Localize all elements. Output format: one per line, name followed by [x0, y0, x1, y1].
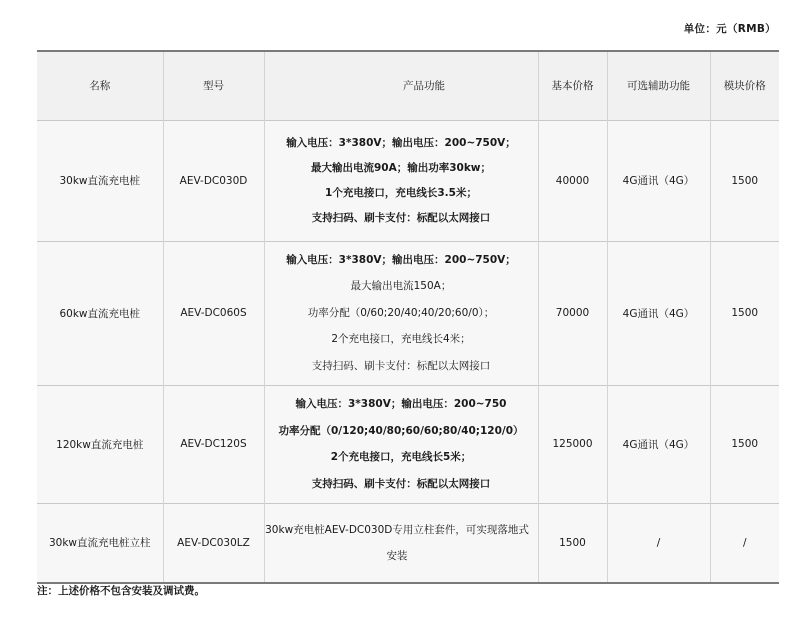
header-module-price: 模块价格: [723, 80, 766, 93]
table-row: [37, 385, 779, 503]
header-option: 可选辅助功能: [607, 51, 710, 120]
module-price: 1500: [731, 307, 759, 319]
feature-line: 输入电压：3*380V；输出电压：200~750V；: [286, 253, 516, 266]
feature-line: 1个充电接口，充电线长3.5米；: [325, 186, 477, 199]
header-base-price: 基本价格: [538, 51, 607, 120]
base-price: 40000: [538, 120, 607, 241]
feature-line: 输入电压：3*380V；输出电压：200~750V；: [286, 136, 516, 149]
product-name: 30kw直流充电桩: [37, 120, 163, 241]
table-row: [37, 241, 779, 385]
header-model: 型号: [163, 51, 264, 120]
price-table: [37, 50, 779, 584]
footnote: 注：上述价格不包含安装及调试费。: [37, 585, 205, 597]
table-row: [37, 503, 779, 583]
product-name: 120kw直流充电桩: [37, 385, 163, 503]
feature-line: 支持扫码、刷卡支付：标配以太网接口: [311, 477, 491, 490]
module-price: 1500: [731, 174, 759, 187]
optional-function: 4G通讯（4G）: [607, 241, 710, 385]
product-features: [264, 503, 538, 583]
base-price: 125000: [538, 385, 607, 503]
module-price: /: [742, 536, 747, 549]
feature-line: 输入电压：3*380V；输出电压：200~750: [295, 398, 507, 410]
product-model: AEV-DC060S: [163, 241, 264, 385]
optional-function: 4G通讯（4G）: [607, 120, 710, 241]
feature-line: 2个充电接口，充电线长4米；: [331, 333, 471, 346]
product-features: [264, 120, 538, 241]
feature-line: 2个充电接口，充电线长5米；: [330, 451, 472, 463]
base-price: 1500: [538, 503, 607, 583]
feature-line: 支持扫码、刷卡支付：标配以太网接口: [311, 211, 491, 224]
product-name: 60kw直流充电桩: [37, 241, 163, 385]
feature-line: 30kw充电桩AEV-DC030D专用立柱套件，可实现落地式安装: [265, 523, 529, 562]
product-model: AEV-DC120S: [163, 385, 264, 503]
optional-function: 4G通讯（4G）: [607, 385, 710, 503]
feature-line: 最大输出电流150A；: [350, 280, 452, 293]
optional-function: /: [607, 503, 710, 583]
header-name: 名称: [37, 51, 163, 120]
product-model: AEV-DC030LZ: [163, 503, 264, 583]
product-features: [264, 241, 538, 385]
feature-line: 支持扫码、刷卡支付：标配以太网接口: [311, 359, 491, 372]
feature-line: 最大输出电流90A；输出功率30kw；: [310, 161, 492, 174]
product-model: AEV-DC030D: [163, 120, 264, 241]
feature-line: 功率分配（0/60;20/40;40/20;60/0）；: [307, 306, 495, 319]
table-row: [37, 120, 779, 241]
product-features: [264, 385, 538, 503]
feature-line: 功率分配（0/120;40/80;60/60;80/40;120/0）: [278, 424, 524, 437]
product-name: 30kw直流充电桩立柱: [37, 503, 163, 583]
header-features: 产品功能: [264, 51, 538, 120]
table-header-row: [37, 51, 779, 120]
module-price: 1500: [731, 438, 759, 450]
base-price: 70000: [538, 241, 607, 385]
unit-label: 单位：元（RMB）: [683, 23, 776, 35]
